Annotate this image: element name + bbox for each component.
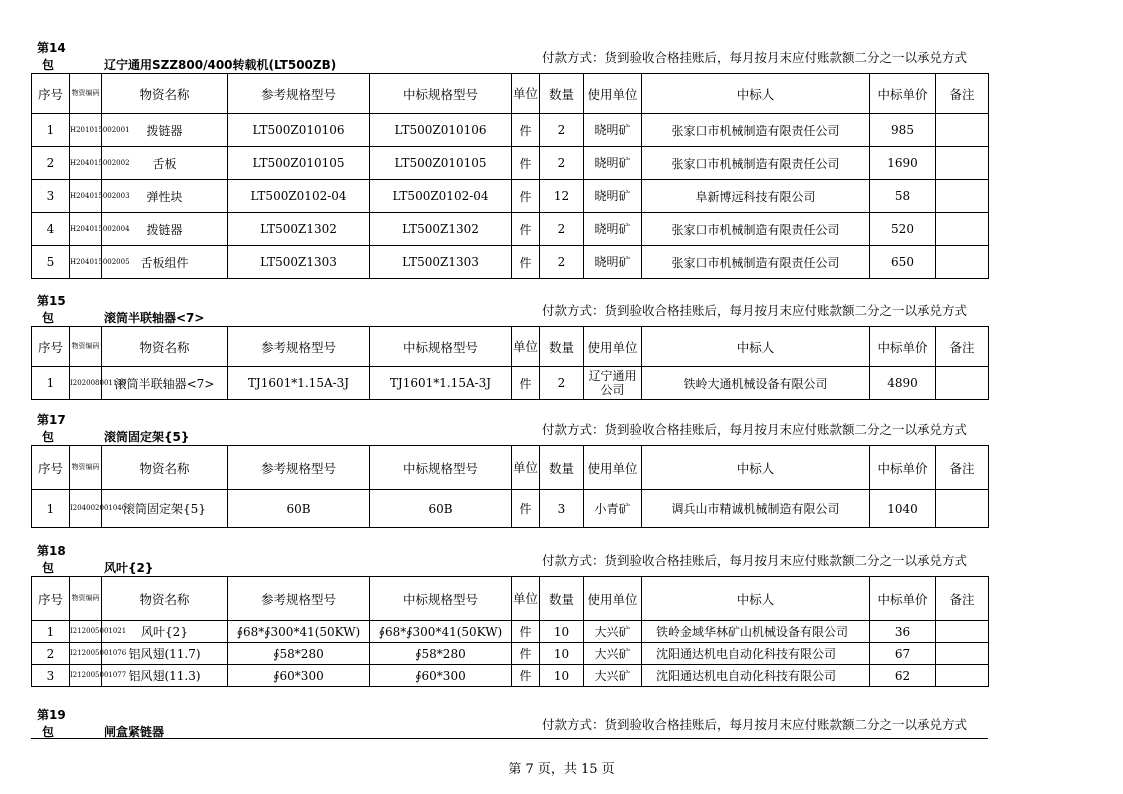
cell-code: I212005001021 — [70, 621, 102, 643]
cell-seq: 1 — [32, 621, 70, 643]
header-user: 使用单位 — [584, 446, 642, 490]
cell-winner: 调兵山市精诚机械制造有限公司 — [642, 490, 870, 528]
package-label — [37, 412, 67, 446]
cell-price: 67 — [870, 643, 936, 665]
cell-code: H201015002001 — [70, 114, 102, 147]
package-suffix: 包 — [42, 725, 55, 739]
cell-unit: 件 — [512, 246, 540, 279]
header-winner: 中标人 — [642, 577, 870, 621]
header-note: 备注 — [936, 577, 989, 621]
package-title: 滚筒半联轴器<7> — [104, 311, 205, 325]
cell-unit: 件 — [512, 490, 540, 528]
cell-price: 4890 — [870, 367, 936, 400]
cell-bid-spec: LT500Z1302 — [370, 213, 512, 246]
cell-seq: 1 — [32, 490, 70, 528]
cell-user: 晓明矿 — [584, 213, 642, 246]
package-label — [37, 707, 67, 741]
cell-user: 晓明矿 — [584, 147, 642, 180]
cell-winner: 沈阳通达机电自动化科技有限公司 — [642, 665, 870, 687]
cell-qty: 12 — [540, 180, 584, 213]
header-bid-spec: 中标规格型号 — [370, 446, 512, 490]
table-row — [32, 643, 989, 665]
cell-bid-spec: ∮60*300 — [370, 665, 512, 687]
payment-terms: 付款方式：货到验收合格挂账后，每月按月末应付账款额二分之一以承兑方式 — [542, 422, 968, 437]
cell-unit: 件 — [512, 213, 540, 246]
package-suffix: 包 — [42, 58, 55, 72]
cell-name: 拨链器 — [102, 213, 228, 246]
cell-qty: 2 — [540, 114, 584, 147]
cell-code: H204015002004 — [70, 213, 102, 246]
table-top-border — [31, 738, 988, 739]
header-ref-spec: 参考规格型号 — [228, 74, 370, 114]
cell-winner: 阜新博远科技有限公司 — [642, 180, 870, 213]
table-row — [32, 147, 989, 180]
header-qty: 数量 — [540, 327, 584, 367]
header-winner: 中标人 — [642, 446, 870, 490]
cell-ref-spec: TJ1601*1.15A-3J — [228, 367, 370, 400]
cell-price: 1690 — [870, 147, 936, 180]
cell-bid-spec: 60B — [370, 490, 512, 528]
cell-ref-spec: LT500Z1302 — [228, 213, 370, 246]
cell-ref-spec: LT500Z010106 — [228, 114, 370, 147]
package-title: 闸盒紧链器 — [104, 725, 165, 739]
cell-qty: 2 — [540, 367, 584, 400]
cell-price: 58 — [870, 180, 936, 213]
cell-name: 弹性块 — [102, 180, 228, 213]
cell-note — [936, 643, 989, 665]
package-title: 滚筒固定架{5} — [104, 430, 190, 444]
cell-note — [936, 367, 989, 400]
cell-unit: 件 — [512, 621, 540, 643]
table-row — [32, 621, 989, 643]
cell-seq: 5 — [32, 246, 70, 279]
cell-bid-spec: ∮68*∮300*41(50KW) — [370, 621, 512, 643]
header-winner: 中标人 — [642, 74, 870, 114]
package-number: 第19 — [37, 708, 66, 722]
payment-terms: 付款方式：货到验收合格挂账后，每月按月末应付账款额二分之一以承兑方式 — [542, 303, 968, 318]
cell-code: H204015002002 — [70, 147, 102, 180]
table-header-row — [32, 446, 989, 490]
cell-user: 大兴矿 — [584, 665, 642, 687]
cell-qty: 10 — [540, 621, 584, 643]
cell-price: 1040 — [870, 490, 936, 528]
header-ref-spec: 参考规格型号 — [228, 577, 370, 621]
cell-name: 滚筒半联轴器<7> — [102, 367, 228, 400]
header-bid-spec: 中标规格型号 — [370, 577, 512, 621]
header-seq: 序号 — [32, 327, 70, 367]
package-suffix: 包 — [42, 311, 55, 325]
cell-note — [936, 213, 989, 246]
header-name: 物资名称 — [102, 327, 228, 367]
header-user: 使用单位 — [584, 74, 642, 114]
table-row — [32, 246, 989, 279]
cell-ref-spec: ∮60*300 — [228, 665, 370, 687]
cell-qty: 2 — [540, 147, 584, 180]
cell-note — [936, 246, 989, 279]
cell-code: I212005001076 — [70, 643, 102, 665]
header-qty: 数量 — [540, 446, 584, 490]
header-ref-spec: 参考规格型号 — [228, 446, 370, 490]
cell-ref-spec: ∮68*∮300*41(50KW) — [228, 621, 370, 643]
header-code: 物资编码 — [70, 74, 102, 114]
header-unit: 单位 — [512, 446, 540, 490]
cell-note — [936, 147, 989, 180]
package-number: 第15 — [37, 294, 66, 308]
cell-unit: 件 — [512, 367, 540, 400]
header-bid-spec: 中标规格型号 — [370, 74, 512, 114]
cell-price: 62 — [870, 665, 936, 687]
header-qty: 数量 — [540, 74, 584, 114]
header-code: 物资编码 — [70, 577, 102, 621]
cell-unit: 件 — [512, 114, 540, 147]
cell-bid-spec: LT500Z0102-04 — [370, 180, 512, 213]
cell-code: I202008001139 — [70, 367, 102, 400]
cell-user: 晓明矿 — [584, 180, 642, 213]
table-header-row — [32, 577, 989, 621]
cell-seq: 1 — [32, 114, 70, 147]
cell-name: 铝风翅(11.3) — [102, 665, 228, 687]
package-title: 风叶{2} — [104, 561, 154, 575]
header-note: 备注 — [936, 74, 989, 114]
cell-price: 36 — [870, 621, 936, 643]
package-table — [31, 445, 989, 528]
cell-seq: 3 — [32, 665, 70, 687]
cell-user: 晓明矿 — [584, 114, 642, 147]
cell-name: 拨链器 — [102, 114, 228, 147]
cell-ref-spec: LT500Z1303 — [228, 246, 370, 279]
cell-winner: 张家口市机械制造有限责任公司 — [642, 114, 870, 147]
cell-user: 辽宁通用公司 — [584, 367, 642, 400]
cell-winner: 铁岭大通机械设备有限公司 — [642, 367, 870, 400]
table-row — [32, 180, 989, 213]
cell-ref-spec: ∮58*280 — [228, 643, 370, 665]
cell-ref-spec: LT500Z0102-04 — [228, 180, 370, 213]
header-unit: 单位 — [512, 327, 540, 367]
cell-seq: 1 — [32, 367, 70, 400]
cell-note — [936, 490, 989, 528]
payment-terms: 付款方式：货到验收合格挂账后，每月按月末应付账款额二分之一以承兑方式 — [542, 717, 968, 732]
package-number: 第18 — [37, 544, 66, 558]
cell-qty: 10 — [540, 643, 584, 665]
cell-unit: 件 — [512, 665, 540, 687]
payment-terms: 付款方式：货到验收合格挂账后，每月按月末应付账款额二分之一以承兑方式 — [542, 553, 968, 568]
package-suffix: 包 — [42, 430, 55, 444]
cell-note — [936, 621, 989, 643]
cell-winner: 张家口市机械制造有限责任公司 — [642, 246, 870, 279]
cell-code: I204002001040 — [70, 490, 102, 528]
header-user: 使用单位 — [584, 577, 642, 621]
cell-code: I212005001077 — [70, 665, 102, 687]
cell-seq: 2 — [32, 643, 70, 665]
header-seq: 序号 — [32, 446, 70, 490]
cell-qty: 10 — [540, 665, 584, 687]
cell-unit: 件 — [512, 147, 540, 180]
header-price: 中标单价 — [870, 327, 936, 367]
package-table — [31, 73, 989, 279]
header-unit: 单位 — [512, 577, 540, 621]
cell-user: 大兴矿 — [584, 621, 642, 643]
cell-bid-spec: LT500Z010105 — [370, 147, 512, 180]
cell-user: 小青矿 — [584, 490, 642, 528]
cell-code: H204015002003 — [70, 180, 102, 213]
table-row — [32, 114, 989, 147]
cell-name: 舌板组件 — [102, 246, 228, 279]
cell-user: 晓明矿 — [584, 246, 642, 279]
cell-qty: 2 — [540, 246, 584, 279]
header-qty: 数量 — [540, 577, 584, 621]
cell-winner: 铁岭金域华林矿山机械设备有限公司 — [642, 621, 870, 643]
package-suffix: 包 — [42, 561, 55, 575]
package-label — [37, 293, 67, 327]
cell-price: 520 — [870, 213, 936, 246]
cell-name: 风叶{2} — [102, 621, 228, 643]
cell-seq: 3 — [32, 180, 70, 213]
header-seq: 序号 — [32, 74, 70, 114]
table-row — [32, 665, 989, 687]
cell-code: H204015002005 — [70, 246, 102, 279]
table-row — [32, 490, 989, 528]
header-name: 物资名称 — [102, 446, 228, 490]
cell-winner: 张家口市机械制造有限责任公司 — [642, 213, 870, 246]
cell-unit: 件 — [512, 643, 540, 665]
cell-note — [936, 180, 989, 213]
cell-name: 铝风翅(11.7) — [102, 643, 228, 665]
payment-terms: 付款方式：货到验收合格挂账后，每月按月末应付账款额二分之一以承兑方式 — [542, 50, 968, 65]
header-price: 中标单价 — [870, 74, 936, 114]
cell-price: 985 — [870, 114, 936, 147]
cell-bid-spec: LT500Z1303 — [370, 246, 512, 279]
cell-price: 650 — [870, 246, 936, 279]
package-table — [31, 326, 989, 400]
cell-name: 滚筒固定架{5} — [102, 490, 228, 528]
cell-ref-spec: LT500Z010105 — [228, 147, 370, 180]
header-name: 物资名称 — [102, 74, 228, 114]
header-price: 中标单价 — [870, 577, 936, 621]
header-code: 物资编码 — [70, 446, 102, 490]
header-bid-spec: 中标规格型号 — [370, 327, 512, 367]
table-header-row — [32, 327, 989, 367]
page-footer: 第 7 页，共 15 页 — [508, 762, 615, 777]
header-seq: 序号 — [32, 577, 70, 621]
header-ref-spec: 参考规格型号 — [228, 327, 370, 367]
cell-user: 大兴矿 — [584, 643, 642, 665]
header-price: 中标单价 — [870, 446, 936, 490]
table-header-row — [32, 74, 989, 114]
cell-bid-spec: ∮58*280 — [370, 643, 512, 665]
cell-winner: 沈阳通达机电自动化科技有限公司 — [642, 643, 870, 665]
cell-qty: 2 — [540, 213, 584, 246]
package-table — [31, 576, 989, 687]
package-label — [37, 40, 67, 74]
header-code: 物资编码 — [70, 327, 102, 367]
cell-note — [936, 665, 989, 687]
cell-winner: 张家口市机械制造有限责任公司 — [642, 147, 870, 180]
header-note: 备注 — [936, 446, 989, 490]
header-winner: 中标人 — [642, 327, 870, 367]
package-title: 辽宁通用SZZ800/400转载机(LT500ZB) — [104, 58, 337, 72]
cell-seq: 4 — [32, 213, 70, 246]
cell-bid-spec: LT500Z010106 — [370, 114, 512, 147]
header-note: 备注 — [936, 327, 989, 367]
cell-name: 舌板 — [102, 147, 228, 180]
header-name: 物资名称 — [102, 577, 228, 621]
cell-qty: 3 — [540, 490, 584, 528]
table-row — [32, 367, 989, 400]
header-unit: 单位 — [512, 74, 540, 114]
cell-unit: 件 — [512, 180, 540, 213]
cell-bid-spec: TJ1601*1.15A-3J — [370, 367, 512, 400]
cell-seq: 2 — [32, 147, 70, 180]
header-user: 使用单位 — [584, 327, 642, 367]
package-label — [37, 543, 67, 577]
package-number: 第14 — [37, 41, 66, 55]
cell-note — [936, 114, 989, 147]
cell-ref-spec: 60B — [228, 490, 370, 528]
table-row — [32, 213, 989, 246]
package-number: 第17 — [37, 413, 66, 427]
